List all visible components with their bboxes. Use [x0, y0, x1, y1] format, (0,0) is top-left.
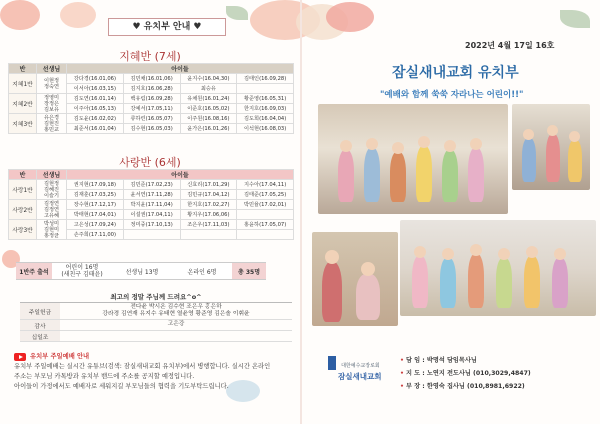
child-cell: 박민율(17.02,01): [237, 200, 294, 210]
logo-denomination: 대한예수교장로회: [341, 363, 380, 369]
leaf-decoration-icon: [226, 6, 248, 20]
class-cell: 사랑1반: [9, 180, 37, 200]
leaf-decoration-icon: [560, 10, 590, 28]
child-cell: 김도연(16.01,14): [67, 94, 124, 104]
offering-names: 고은강: [167, 321, 185, 327]
class-photo: [512, 104, 590, 190]
youtube-line: 주소는 부모님 카톡방과 유치부 밴드에 주소를 공지할 예정입니다.: [14, 373, 195, 380]
class-a-title: 지혜반 (7세): [119, 50, 181, 63]
flower-decoration-icon: [326, 2, 374, 32]
table-header: 선생님: [37, 64, 67, 74]
offering-names: [60, 331, 292, 341]
child-cell: 윤가은(16.01,26): [180, 124, 237, 134]
table-row: [9, 180, 294, 190]
child-cell: 조은우(17.11,03): [180, 220, 237, 230]
child-cell: 지수아(17.04,11): [237, 180, 294, 190]
child-cell: 김민규(17.04,12): [180, 190, 237, 200]
flower-decoration-icon: [60, 2, 96, 28]
teacher-cell: 유은경 김현진 홍민교: [37, 114, 67, 134]
child-cell: 김수현(16.05,03): [123, 124, 180, 134]
child-cell: 이설권(17.04,11): [123, 210, 180, 220]
table-row: [9, 94, 294, 104]
teacher-cell: 김현정 김혜진 이슬기: [37, 180, 67, 200]
church-logo: [328, 352, 392, 382]
youtube-notice: [14, 352, 300, 392]
class-a-table: [8, 63, 294, 134]
table-header: 반: [9, 170, 37, 180]
class-cell: 지혜2반: [9, 94, 37, 114]
class-b-table: [8, 169, 294, 240]
child-cell: 류하린(16.05,07): [123, 114, 180, 124]
child-cell: [237, 230, 294, 240]
attendance-total: 총 35명: [232, 262, 266, 280]
class-photo: [318, 104, 508, 214]
table-header: 선생님: [37, 170, 67, 180]
child-cell: 최승유: [180, 84, 237, 94]
child-cell: 이서아(16.03,15): [67, 84, 124, 94]
offering-row: [20, 320, 292, 331]
child-cell: 김지호(16.06,28): [123, 84, 180, 94]
church-logo-icon: [328, 356, 336, 370]
child-cell: 강예서(17.05,11): [123, 104, 180, 114]
child-cell: [237, 210, 294, 220]
child-cell: [180, 230, 237, 240]
child-cell: 정미중(17.10,13): [123, 220, 180, 230]
offering-row: [20, 331, 292, 342]
teacher-cell: 김정연 김정연 고유혜: [37, 200, 67, 220]
attendance-label: 1반주 출석: [16, 262, 52, 280]
page-divider: [300, 0, 302, 424]
table-header: 반: [9, 64, 37, 74]
offering-label: 주일헌금: [20, 303, 60, 319]
teacher-cell: 정영미 장정은 김보유: [37, 94, 67, 114]
attendance-online: 온라인 6명: [172, 262, 232, 280]
class-b-title: 사랑반 (6세): [119, 156, 181, 169]
class-photo: [312, 232, 398, 326]
issue-date: 2022년 4월 17일 16호: [465, 41, 555, 50]
staff-row: • 지 도 : 노연지 전도사님 (010,3029,4847): [400, 370, 531, 377]
offering-section: [20, 292, 292, 342]
offering-label: 십일조: [20, 331, 60, 341]
child-cell: 권지현(17.09,18): [67, 180, 124, 190]
child-cell: 이석현(16.08,03): [237, 124, 294, 134]
youtube-line: 아이들이 가정에서도 예배자로 세워지길 부모님들의 협력을 기도부탁드립니다.: [14, 383, 229, 390]
child-cell: 고은성(17.09,24): [67, 220, 124, 230]
youtube-icon: [14, 353, 26, 361]
class-cell: 지혜3반: [9, 114, 37, 134]
child-cell: 홍윤하(17.05,07): [237, 220, 294, 230]
staff-list: [400, 354, 531, 393]
child-cell: 김민준(17.02,23): [123, 180, 180, 190]
staff-row: • 담 임 : 박명석 담임목사님: [400, 357, 477, 364]
child-cell: 이준호(16.05,02): [180, 104, 237, 114]
child-cell: 김도윤(16.02,02): [67, 114, 124, 124]
child-cell: 최준서(16.01,04): [67, 124, 124, 134]
staff-row: • 부 장 : 한영숙 집사님 (010,8981,6922): [400, 383, 525, 390]
child-cell: [237, 84, 294, 94]
church-name: 잠실새내교회 유치부: [392, 65, 519, 81]
child-cell: 황지우(17.06,06): [180, 210, 237, 220]
child-cell: [123, 230, 180, 240]
table-row: [9, 114, 294, 124]
flower-decoration-icon: [0, 0, 40, 30]
class-cell: 지혜1반: [9, 74, 37, 94]
table-row: [9, 74, 294, 84]
child-cell: 김태인(16.09,28): [237, 74, 294, 84]
attendance-kids: 어린이 16명 (새친구 김태윤): [52, 262, 112, 280]
motto: "예배와 함께 쑥쑥 자라나는 어린이!!": [380, 90, 524, 100]
child-cell: 김도희(16.04,04): [237, 114, 294, 124]
attendance-teachers: 선생님 13명: [112, 262, 172, 280]
teacher-cell: 박성미 김현미 홍정균: [37, 220, 67, 240]
offering-label: 감사: [20, 320, 60, 330]
child-cell: 한지호(16.09,03): [237, 104, 294, 114]
class-cell: 사랑2반: [9, 200, 37, 220]
youtube-title: 유치부 주일예배 안내: [30, 353, 90, 360]
attendance-row: [16, 262, 296, 280]
child-cell: 김민채(16.01,06): [123, 74, 180, 84]
child-cell: 백유림(16.09,28): [123, 94, 180, 104]
child-cell: 김태준(17.05,25): [237, 190, 294, 200]
table-row: [9, 200, 294, 210]
class-cell: 사랑3반: [9, 220, 37, 240]
offering-row: [20, 303, 292, 320]
offering-names: 전다윤 박시온 김수현 조은우 홍은하 강라경 김연재 유지수 유태현 열윤영 황준영 김은솔 이휘윤: [102, 304, 250, 317]
child-cell: 이주아(16.05,13): [67, 104, 124, 114]
child-cell: 김재훈(17.03,25): [67, 190, 124, 200]
table-header: 아이들: [67, 170, 294, 180]
table-row: [9, 220, 294, 230]
child-cell: 이주원(16.08,16): [180, 114, 237, 124]
teacher-cell: 이현정 정숙연: [37, 74, 67, 94]
child-cell: 윤지수(16.04,30): [180, 74, 237, 84]
child-cell: 황준영(16.05,31): [237, 94, 294, 104]
child-cell: 유채원(16.01,24): [180, 94, 237, 104]
child-cell: 장수현(17.12,17): [67, 200, 124, 210]
child-cell: 박태현(17.04,01): [67, 210, 124, 220]
offering-title: 최고의 정말 주님께 드려요^o^: [20, 292, 292, 303]
child-cell: 윤서연(17.11,28): [123, 190, 180, 200]
youtube-line: 유치부 주일예배는 실시간 유튜브(검색: 잠실새내교회 유치부)에서 병행합니다. 실시간 온라인: [14, 363, 271, 370]
page-title: ♥ 유치부 안내 ♥: [108, 18, 226, 36]
table-header: 아이들: [67, 64, 294, 74]
class-photo: [400, 220, 596, 316]
child-cell: 박지윤(17.11,04): [123, 200, 180, 210]
child-cell: 강다경(16.01,06): [67, 74, 124, 84]
child-cell: 신효리(17.01,29): [180, 180, 237, 190]
child-cell: 손주희(17.11,00): [67, 230, 124, 240]
logo-church-name: 잠실새내교회: [338, 372, 382, 381]
child-cell: 한지호(17.02,27): [180, 200, 237, 210]
